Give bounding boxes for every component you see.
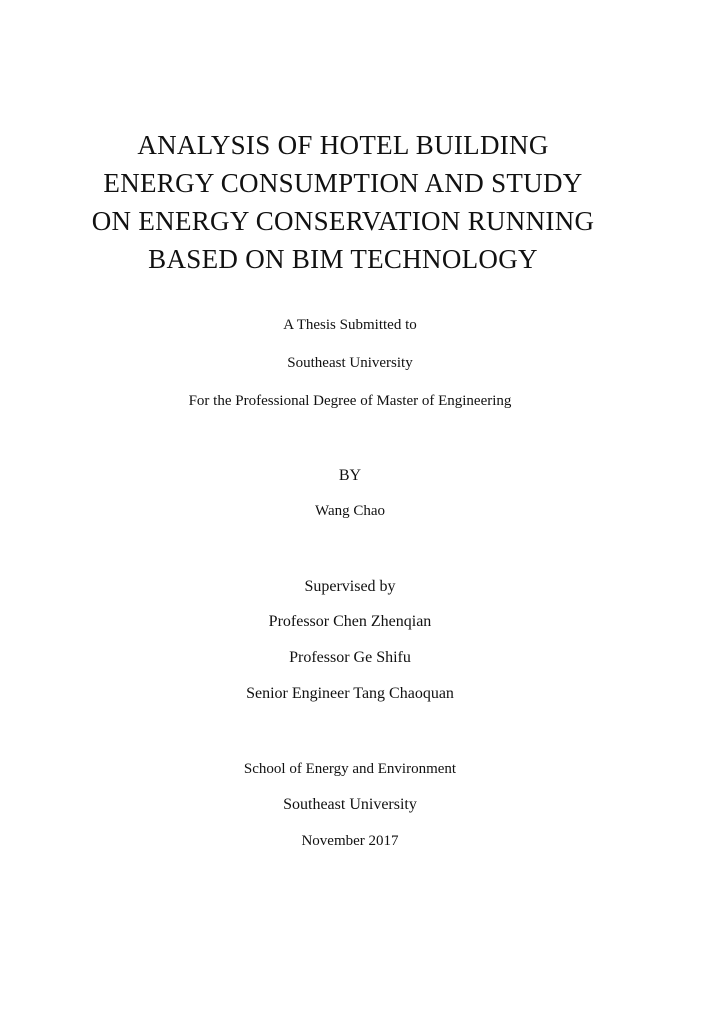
supervisor-1: Professor Chen Zhenqian: [268, 613, 432, 630]
degree-line: For the Professional Degree of Master of Engineering: [188, 393, 512, 409]
by-label: BY: [338, 467, 362, 484]
submission-line-1: A Thesis Submitted to: [283, 317, 417, 333]
title-line-4: BASED ON BIM TECHNOLOGY: [148, 244, 538, 274]
supervisor-3: Senior Engineer Tang Chaoquan: [246, 685, 454, 702]
supervised-by-label: Supervised by: [304, 578, 396, 595]
title-line-2: ENERGY CONSUMPTION AND STUDY: [103, 168, 583, 198]
submission-line-2: Southeast University: [287, 355, 413, 371]
supervisor-2: Professor Ge Shifu: [289, 649, 411, 666]
submission-date: November 2017: [301, 833, 399, 849]
title-line-3: ON ENERGY CONSERVATION RUNNING: [91, 206, 595, 236]
title-line-1: ANALYSIS OF HOTEL BUILDING: [137, 130, 549, 160]
school-name: School of Energy and Environment: [243, 761, 457, 777]
thesis-title: [0, 126, 686, 278]
author-name: Wang Chao: [314, 503, 386, 519]
university-name: Southeast University: [283, 796, 417, 813]
